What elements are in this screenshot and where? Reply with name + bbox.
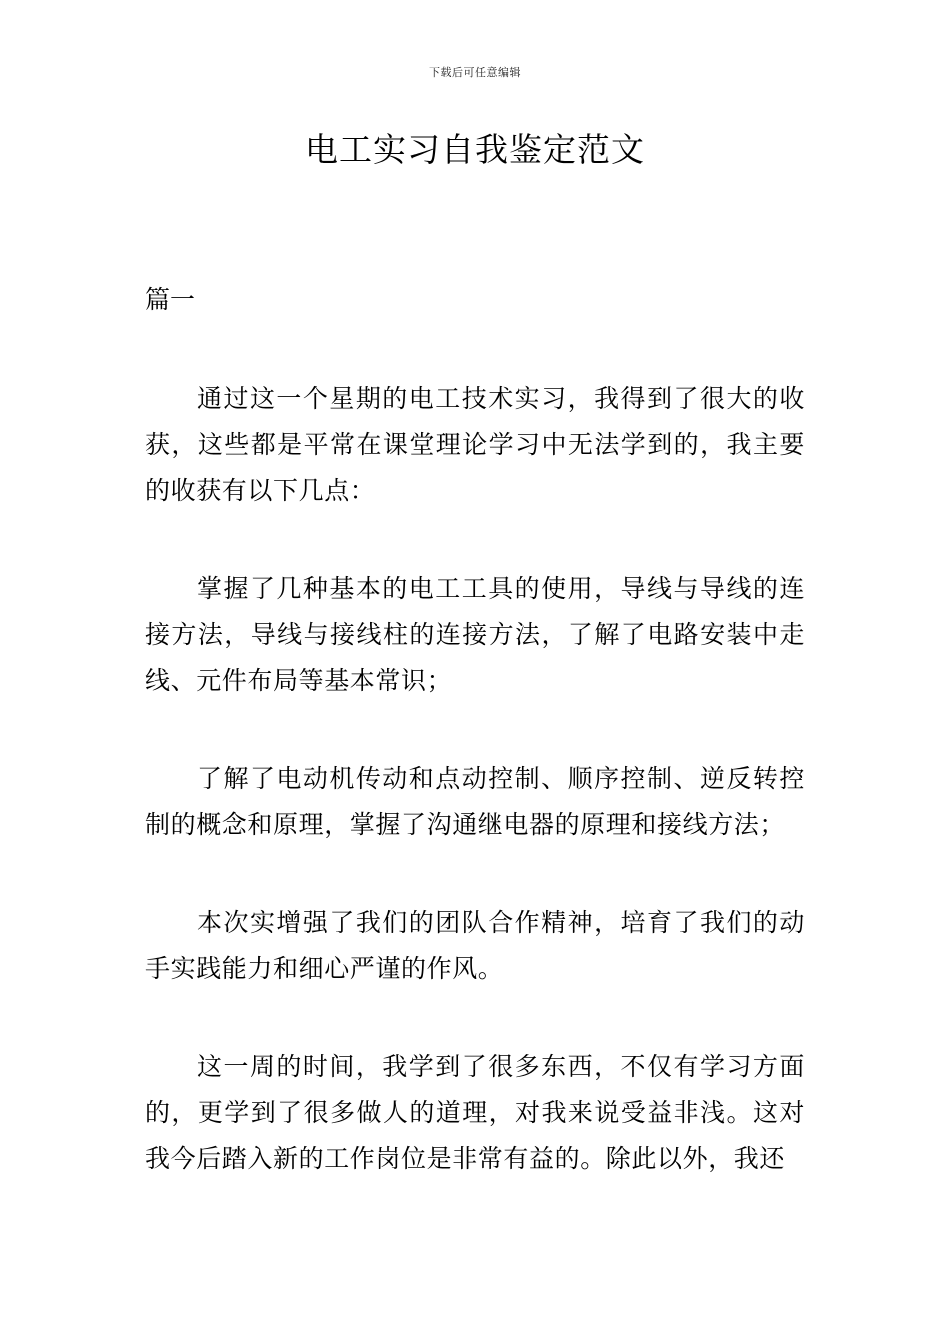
paragraph-4: 本次实增强了我们的团队合作精神，培育了我们的动手实践能力和细心严谨的作风。	[145, 908, 805, 983]
paragraph-5: 这一周的时间，我学到了很多东西，不仅有学习方面的，更学到了很多做人的道理，对我来说受益非浅。这对我今后踏入新的工作岗位是非常有益的。除此以外，我还	[145, 1052, 805, 1173]
paragraph-2: 掌握了几种基本的电工工具的使用，导线与导线的连接方法，导线与接线柱的连接方法，了解了电路安装中走线、元件布局等基本常识；	[145, 574, 805, 695]
header-note: 下载后可任意编辑	[429, 66, 521, 79]
page-title: 电工实习自我鉴定范文	[305, 130, 645, 169]
section-label: 篇一	[145, 285, 196, 314]
body-text	[145, 376, 805, 1234]
paragraph-3: 了解了电动机传动和点动控制、顺序控制、逆反转控制的概念和原理，掌握了沟通继电器的原理和接线方法；	[145, 764, 805, 839]
paragraph-1: 通过这一个星期的电工技术实习，我得到了很大的收获，这些都是平常在课堂理论学习中无法学到的，我主要的收获有以下几点：	[145, 384, 805, 505]
